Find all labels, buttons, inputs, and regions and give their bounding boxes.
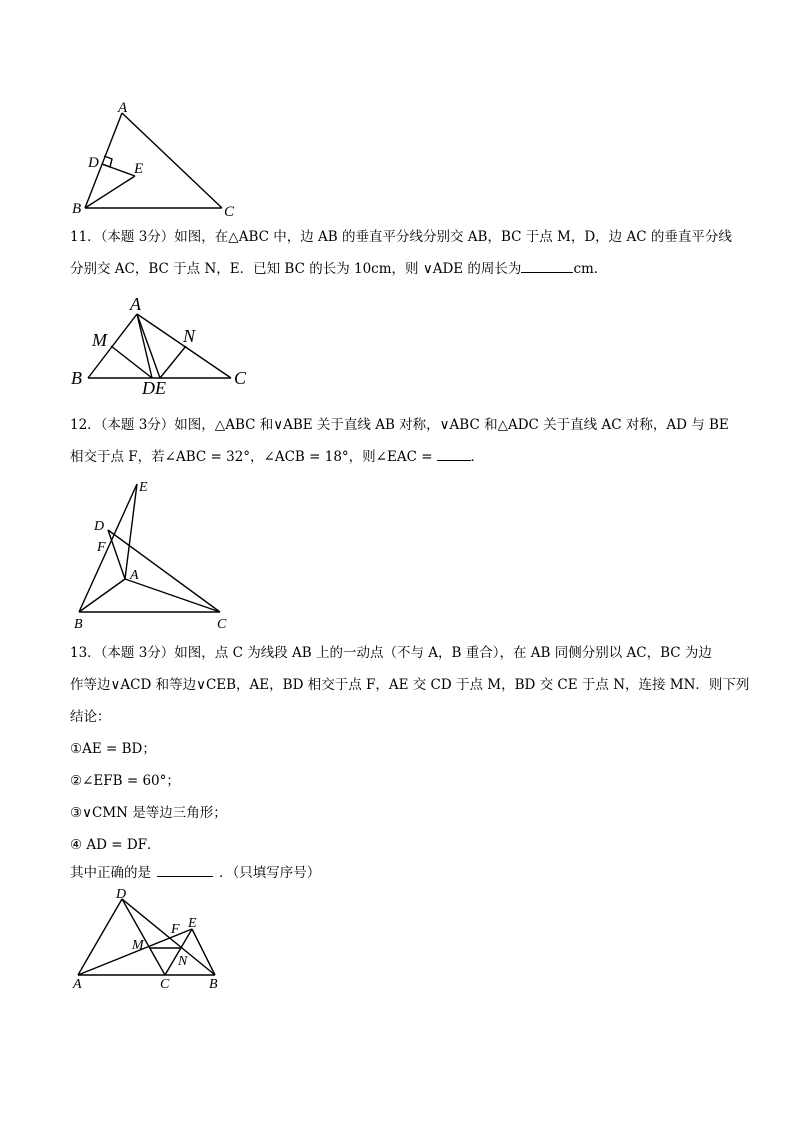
label-a: A [130, 294, 141, 314]
label-c: C [224, 204, 235, 220]
question-13-answer-prompt: 其中正确的是 [70, 865, 151, 881]
conclusion-3: ③∨CMN 是等边三角形； [70, 805, 227, 821]
label-b: B [72, 201, 82, 217]
segment-db [122, 899, 215, 975]
label-f: F [97, 540, 106, 555]
figure-13 [0, 885, 794, 995]
label-m: M [132, 938, 144, 953]
question-13-line-3: 结论： [70, 709, 111, 725]
label-b: B [71, 368, 82, 388]
label-a: A [118, 100, 128, 116]
segment-ac [125, 579, 220, 612]
question-11-text: 分别交 AC，BC 于点 N，E．已知 BC 的长为 10cm，则 ∨ADE 的周长为 [70, 261, 522, 277]
label-e: E [134, 161, 144, 177]
label-n: N [183, 326, 196, 346]
label-c: C [234, 368, 247, 388]
segment-dc [122, 899, 165, 975]
label-e: E [139, 480, 148, 495]
question-12-line-1: 12．（本题 3分）如图，△ABC 和∨ABE 关于直线 AB 对称，∨ABC 和△ADC 关于直线 AC 对称，AD 与 BE [70, 417, 729, 433]
question-13-line-2: 作等边∨ACD 和等边∨CEB，AE，BD 相交于点 F，AE 交 CD 于点 M，BD 交 CE 于点 N，连接 MN．则下列 [70, 677, 750, 693]
question-13-answer-note: ．（只填写序号） [219, 865, 321, 881]
conclusion-1: ①AE = BD； [70, 741, 156, 757]
question-11-unit: cm． [573, 261, 608, 277]
question-12-end: ． [470, 449, 485, 465]
label-b: B [209, 977, 218, 992]
figure-12 [0, 475, 794, 635]
conclusion-2: ②∠EFB = 60°； [70, 773, 180, 789]
label-n: N [178, 954, 188, 969]
figure-10 [0, 0, 794, 230]
label-de: DE [142, 378, 166, 398]
question-11-line-2 [70, 254, 607, 284]
segment-dc [108, 530, 220, 612]
label-b: B [74, 617, 83, 632]
label-m: M [92, 330, 107, 350]
label-d: D [94, 519, 105, 534]
segment-ne [160, 346, 186, 378]
question-13-answer-line [70, 858, 320, 888]
segment-be [85, 176, 135, 208]
figure-11 [0, 290, 794, 400]
label-f: F [171, 922, 180, 937]
label-c: C [217, 617, 227, 632]
segment-da [108, 530, 125, 579]
label-d: D [116, 887, 127, 902]
segment-ac [137, 314, 231, 378]
conclusion-4: ④ AD = DF． [70, 837, 161, 853]
label-c: C [160, 977, 170, 992]
answer-blank-13[interactable] [157, 860, 213, 877]
answer-blank-12[interactable] [437, 444, 471, 461]
question-12-line-2 [70, 442, 484, 472]
question-12-text: 相交于点 F，若∠ABC = 32°，∠ACB = 18°，则∠EAC = [70, 449, 433, 465]
label-d: D [88, 155, 99, 171]
segment-eb [192, 929, 215, 975]
question-13-line-1: 13．（本题 3分）如图，点 C 为线段 AB 上的一动点（不与 A，B 重合），在 AB 同侧分别以 AC，BC 为边 [70, 645, 712, 661]
segment-ad [78, 899, 122, 975]
label-a: A [73, 977, 82, 992]
label-e: E [188, 916, 197, 931]
answer-blank-11[interactable] [521, 256, 573, 273]
label-a: A [130, 568, 139, 583]
question-11-line-1: 11．（本题 3分）如图，在△ABC 中，边 AB 的垂直平分线分别交 AB，BC 于点 M，D，边 AC 的垂直平分线 [70, 229, 732, 245]
